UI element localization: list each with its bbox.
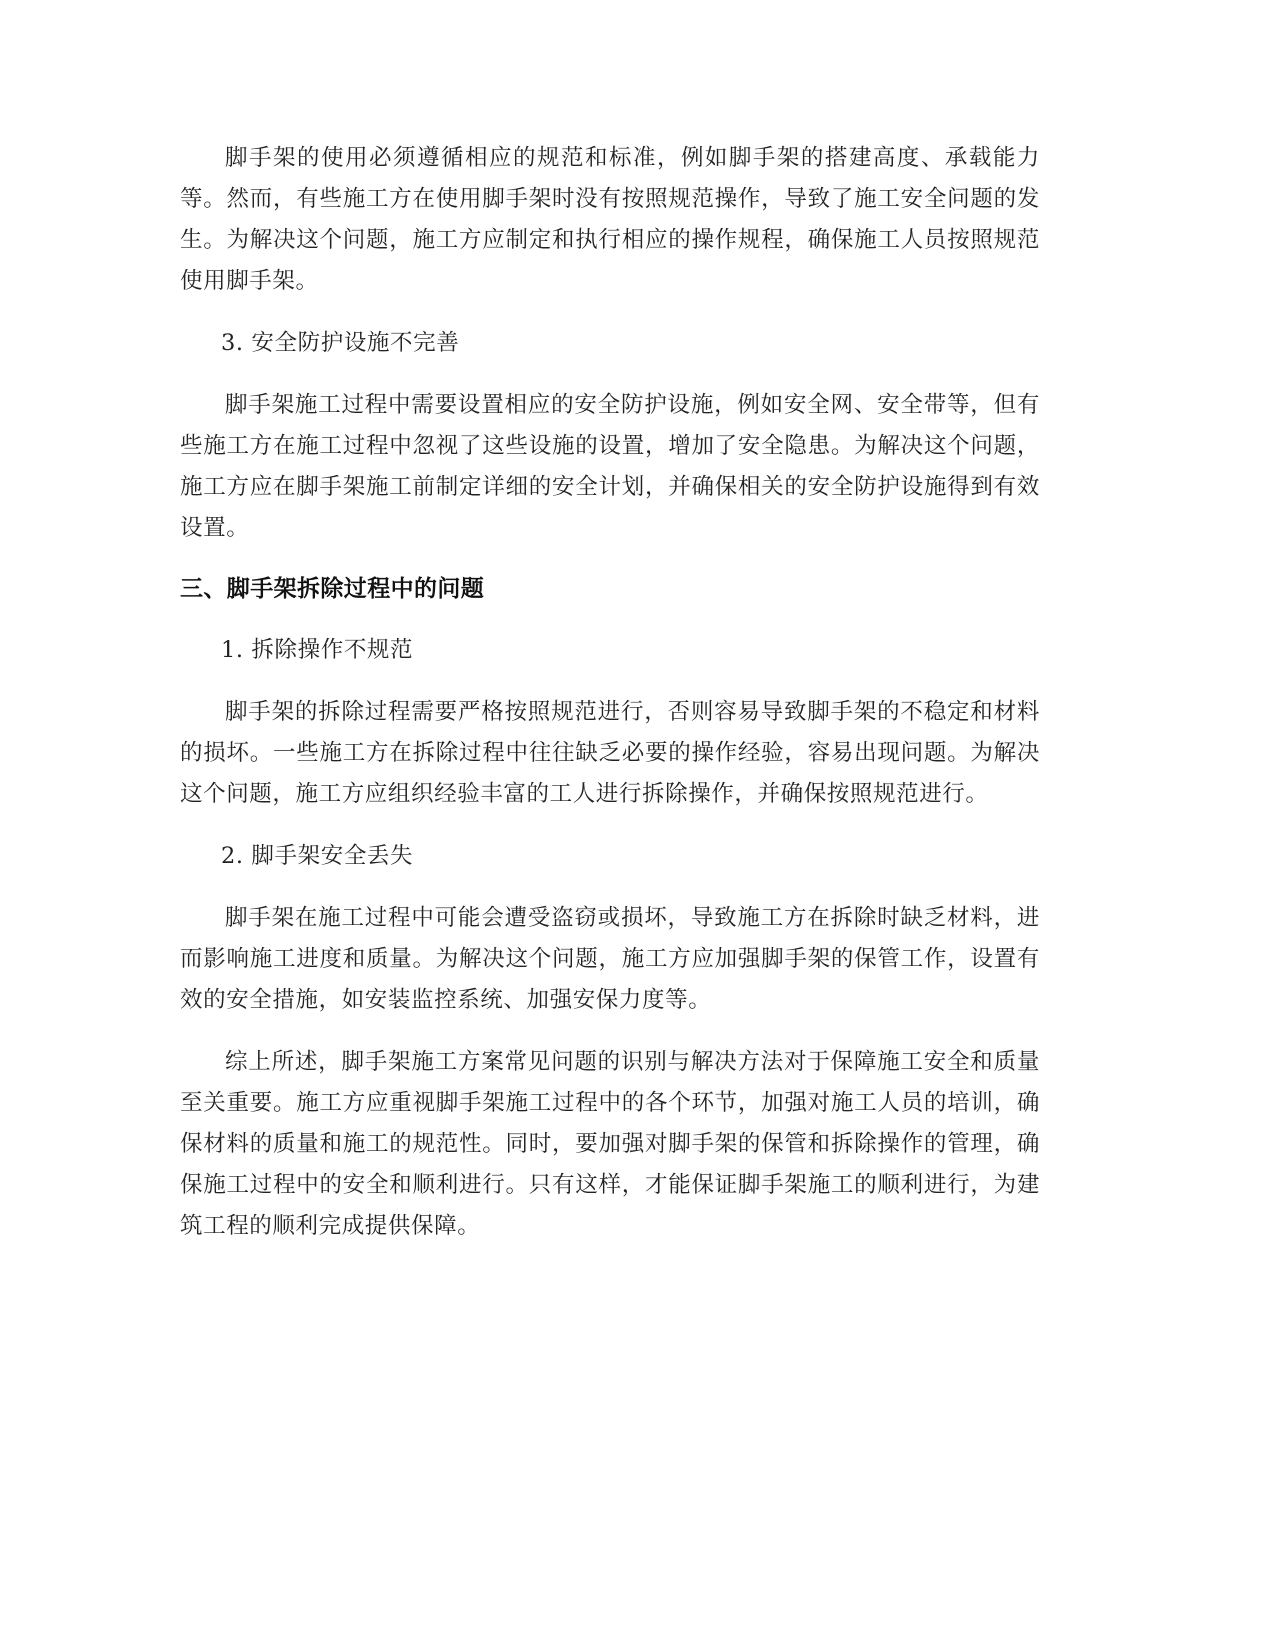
subheading-dismantling-operation: 1. 拆除操作不规范 bbox=[221, 637, 414, 663]
paragraph-dismantling-operation: 脚手架的拆除过程需要严格按照规范进行，否则容易导致脚手架的不稳定和材料的损坏。一些施工方在拆除过程中往往缺乏必要的操作经验，容易出现问题。为解决这个问题，施工方应组织经验丰富的工人进行拆除操作，并确保按照规范进行。 bbox=[180, 699, 1040, 807]
paragraph-scaffold-loss: 脚手架在施工过程中可能会遭受盗窃或损坏，导致施工方在拆除时缺乏材料，进而影响施工进度和质量。为解决这个问题，施工方应加强脚手架的保管工作，设置有效的安全措施，如安装监控系统、加强安保力度等。 bbox=[180, 905, 1040, 1013]
subheading-scaffold-loss: 2. 脚手架安全丢失 bbox=[221, 843, 414, 869]
subheading-safety-facilities: 3. 安全防护设施不完善 bbox=[221, 330, 460, 356]
paragraph-conclusion: 综上所述，脚手架施工方案常见问题的识别与解决方法对于保障施工安全和质量至关重要。施工方应重视脚手架施工过程中的各个环节，加强对施工人员的培训，确保材料的质量和施工的规范性。同时，要加强对脚手架的保管和拆除操作的管理，确保施工过程中的安全和顺利进行。只有这样，才能保证脚手架施工的顺利进行，为建筑工程的顺利完成提供保障。 bbox=[180, 1049, 1040, 1239]
section-title-dismantling: 三、脚手架拆除过程中的问题 bbox=[180, 576, 485, 602]
document-body bbox=[180, 138, 1040, 1247]
paragraph-safety-facilities: 脚手架施工过程中需要设置相应的安全防护设施，例如安全网、安全带等，但有些施工方在施工过程中忽视了这些设施的设置，增加了安全隐患。为解决这个问题，施工方应在脚手架施工前制定详细的安全计划，并确保相关的安全防护设施得到有效设置。 bbox=[180, 392, 1040, 541]
paragraph-scaffold-usage: 脚手架的使用必须遵循相应的规范和标准，例如脚手架的搭建高度、承载能力等。然而，有些施工方在使用脚手架时没有按照规范操作，导致了施工安全问题的发生。为解决这个问题，施工方应制定和执行相应的操作规程，确保施工人员按照规范使用脚手架。 bbox=[180, 145, 1040, 294]
